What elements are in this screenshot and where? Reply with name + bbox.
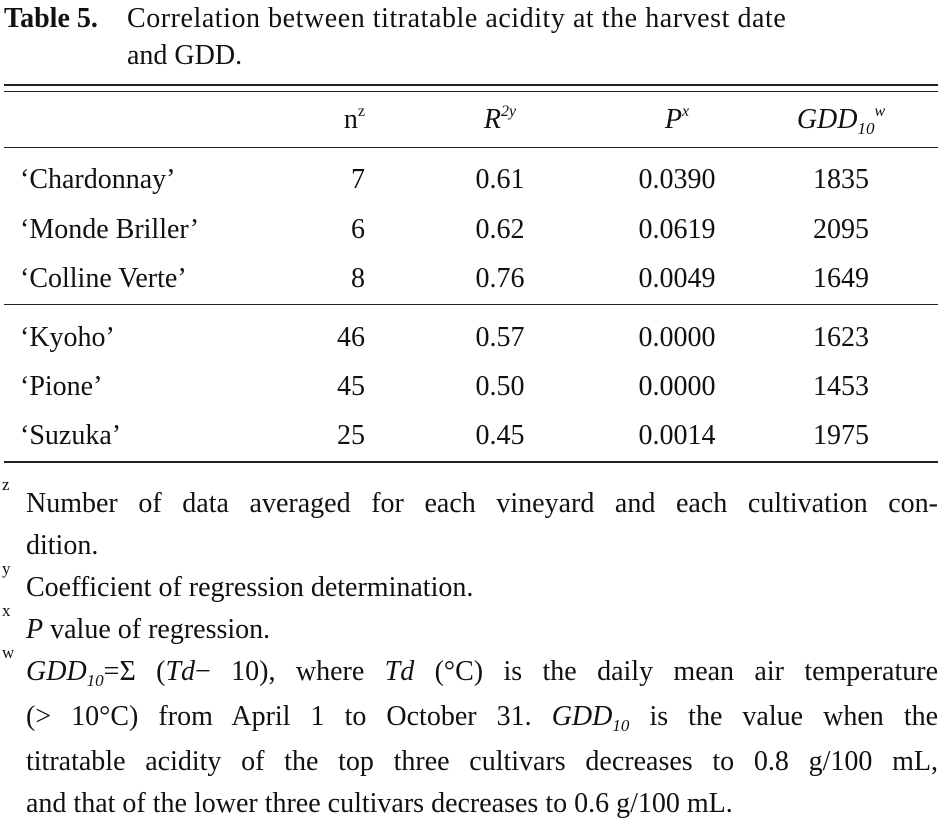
footnote-mark: y — [2, 559, 11, 578]
cultivar-name: ‘Chardonnay’ — [20, 164, 176, 195]
col-header-p: $P^x$ — [664, 103, 690, 135]
footnote-text: Coefficient of regression determination. — [26, 572, 474, 603]
footnote-text: Number of data averaged for each vineyard and each cultivation con- — [26, 488, 938, 519]
table-label: Table 5. — [4, 3, 98, 34]
gdd-value: 1835 — [813, 164, 869, 195]
p-value: 0.0014 — [638, 420, 716, 451]
cultivar-name: ‘Kyoho’ — [20, 322, 115, 353]
top-rule-2 — [4, 91, 938, 92]
footnote-text-cont: and that of the lower three cultivars decreases to 0.6 g/100 mL. — [26, 788, 733, 819]
n-value: 45 — [337, 371, 365, 402]
footnote-text-cont: titratable acidity of the top three cultivars decreases to 0.8 g/100 mL, — [26, 746, 938, 777]
col-header-n: $n^z$ — [343, 103, 365, 135]
table-title-cont: and GDD. — [127, 40, 243, 71]
gdd-value: 1649 — [813, 263, 869, 294]
col-header-gdd: $GDD_{10}^w$ — [796, 103, 886, 138]
header-rule — [4, 147, 938, 148]
r2-value: 0.76 — [475, 263, 525, 294]
footnote-z — [0, 475, 938, 567]
gdd-value: 1453 — [813, 371, 869, 402]
footnote-mark: x — [2, 601, 11, 620]
n-value: 8 — [351, 263, 365, 294]
footnote-text: P value of regression. — [26, 614, 271, 645]
table-caption — [4, 0, 938, 74]
group-rule — [4, 304, 938, 305]
footnote-mark: z — [2, 475, 10, 494]
footnote-w — [0, 643, 939, 825]
r2-value: 0.50 — [475, 371, 525, 402]
cultivar-name: ‘Colline Verte’ — [20, 263, 187, 294]
gdd-value: 2095 — [813, 214, 869, 245]
p-value: 0.0049 — [638, 263, 716, 294]
footnote-y — [0, 559, 938, 609]
bottom-rule — [4, 461, 938, 463]
n-value: 6 — [351, 214, 365, 245]
p-value: 0.0000 — [638, 322, 716, 353]
col-header-r2: $R^{2y}$ — [483, 103, 517, 135]
p-value: 0.0000 — [638, 371, 716, 402]
gdd-value: 1975 — [813, 420, 869, 451]
caption-line-1 — [4, 0, 938, 37]
top-rule-1 — [4, 84, 938, 86]
table-title: Correlation between titratable acidity at the harvest date — [127, 3, 787, 34]
cultivar-name: ‘Pione’ — [20, 371, 103, 402]
cultivar-name: ‘Monde Briller’ — [20, 214, 200, 245]
r2-value: 0.57 — [475, 322, 525, 353]
footnote-text: $GDD_{10}=\Sigma$ (Td− 10), where Td (°C) is the daily mean air temperature — [26, 656, 939, 690]
p-value: 0.0619 — [638, 214, 716, 245]
n-value: 46 — [337, 322, 365, 353]
n-value: 7 — [351, 164, 365, 195]
cultivar-name: ‘Suzuka’ — [20, 420, 122, 451]
r2-value: 0.62 — [475, 214, 525, 245]
n-value: 25 — [337, 420, 365, 451]
r2-value: 0.45 — [475, 420, 525, 451]
p-value: 0.0390 — [638, 164, 716, 195]
footnote-text-cont: dition. — [26, 530, 99, 561]
footnote-mark: w — [2, 643, 15, 662]
r2-value: 0.61 — [475, 164, 525, 195]
footnote-text-cont: (> 10°C) from April 1 to October 31. $GDD_{10}$ is the value when the — [26, 701, 939, 735]
gdd-value: 1623 — [813, 322, 869, 353]
footnote-x — [0, 601, 938, 651]
